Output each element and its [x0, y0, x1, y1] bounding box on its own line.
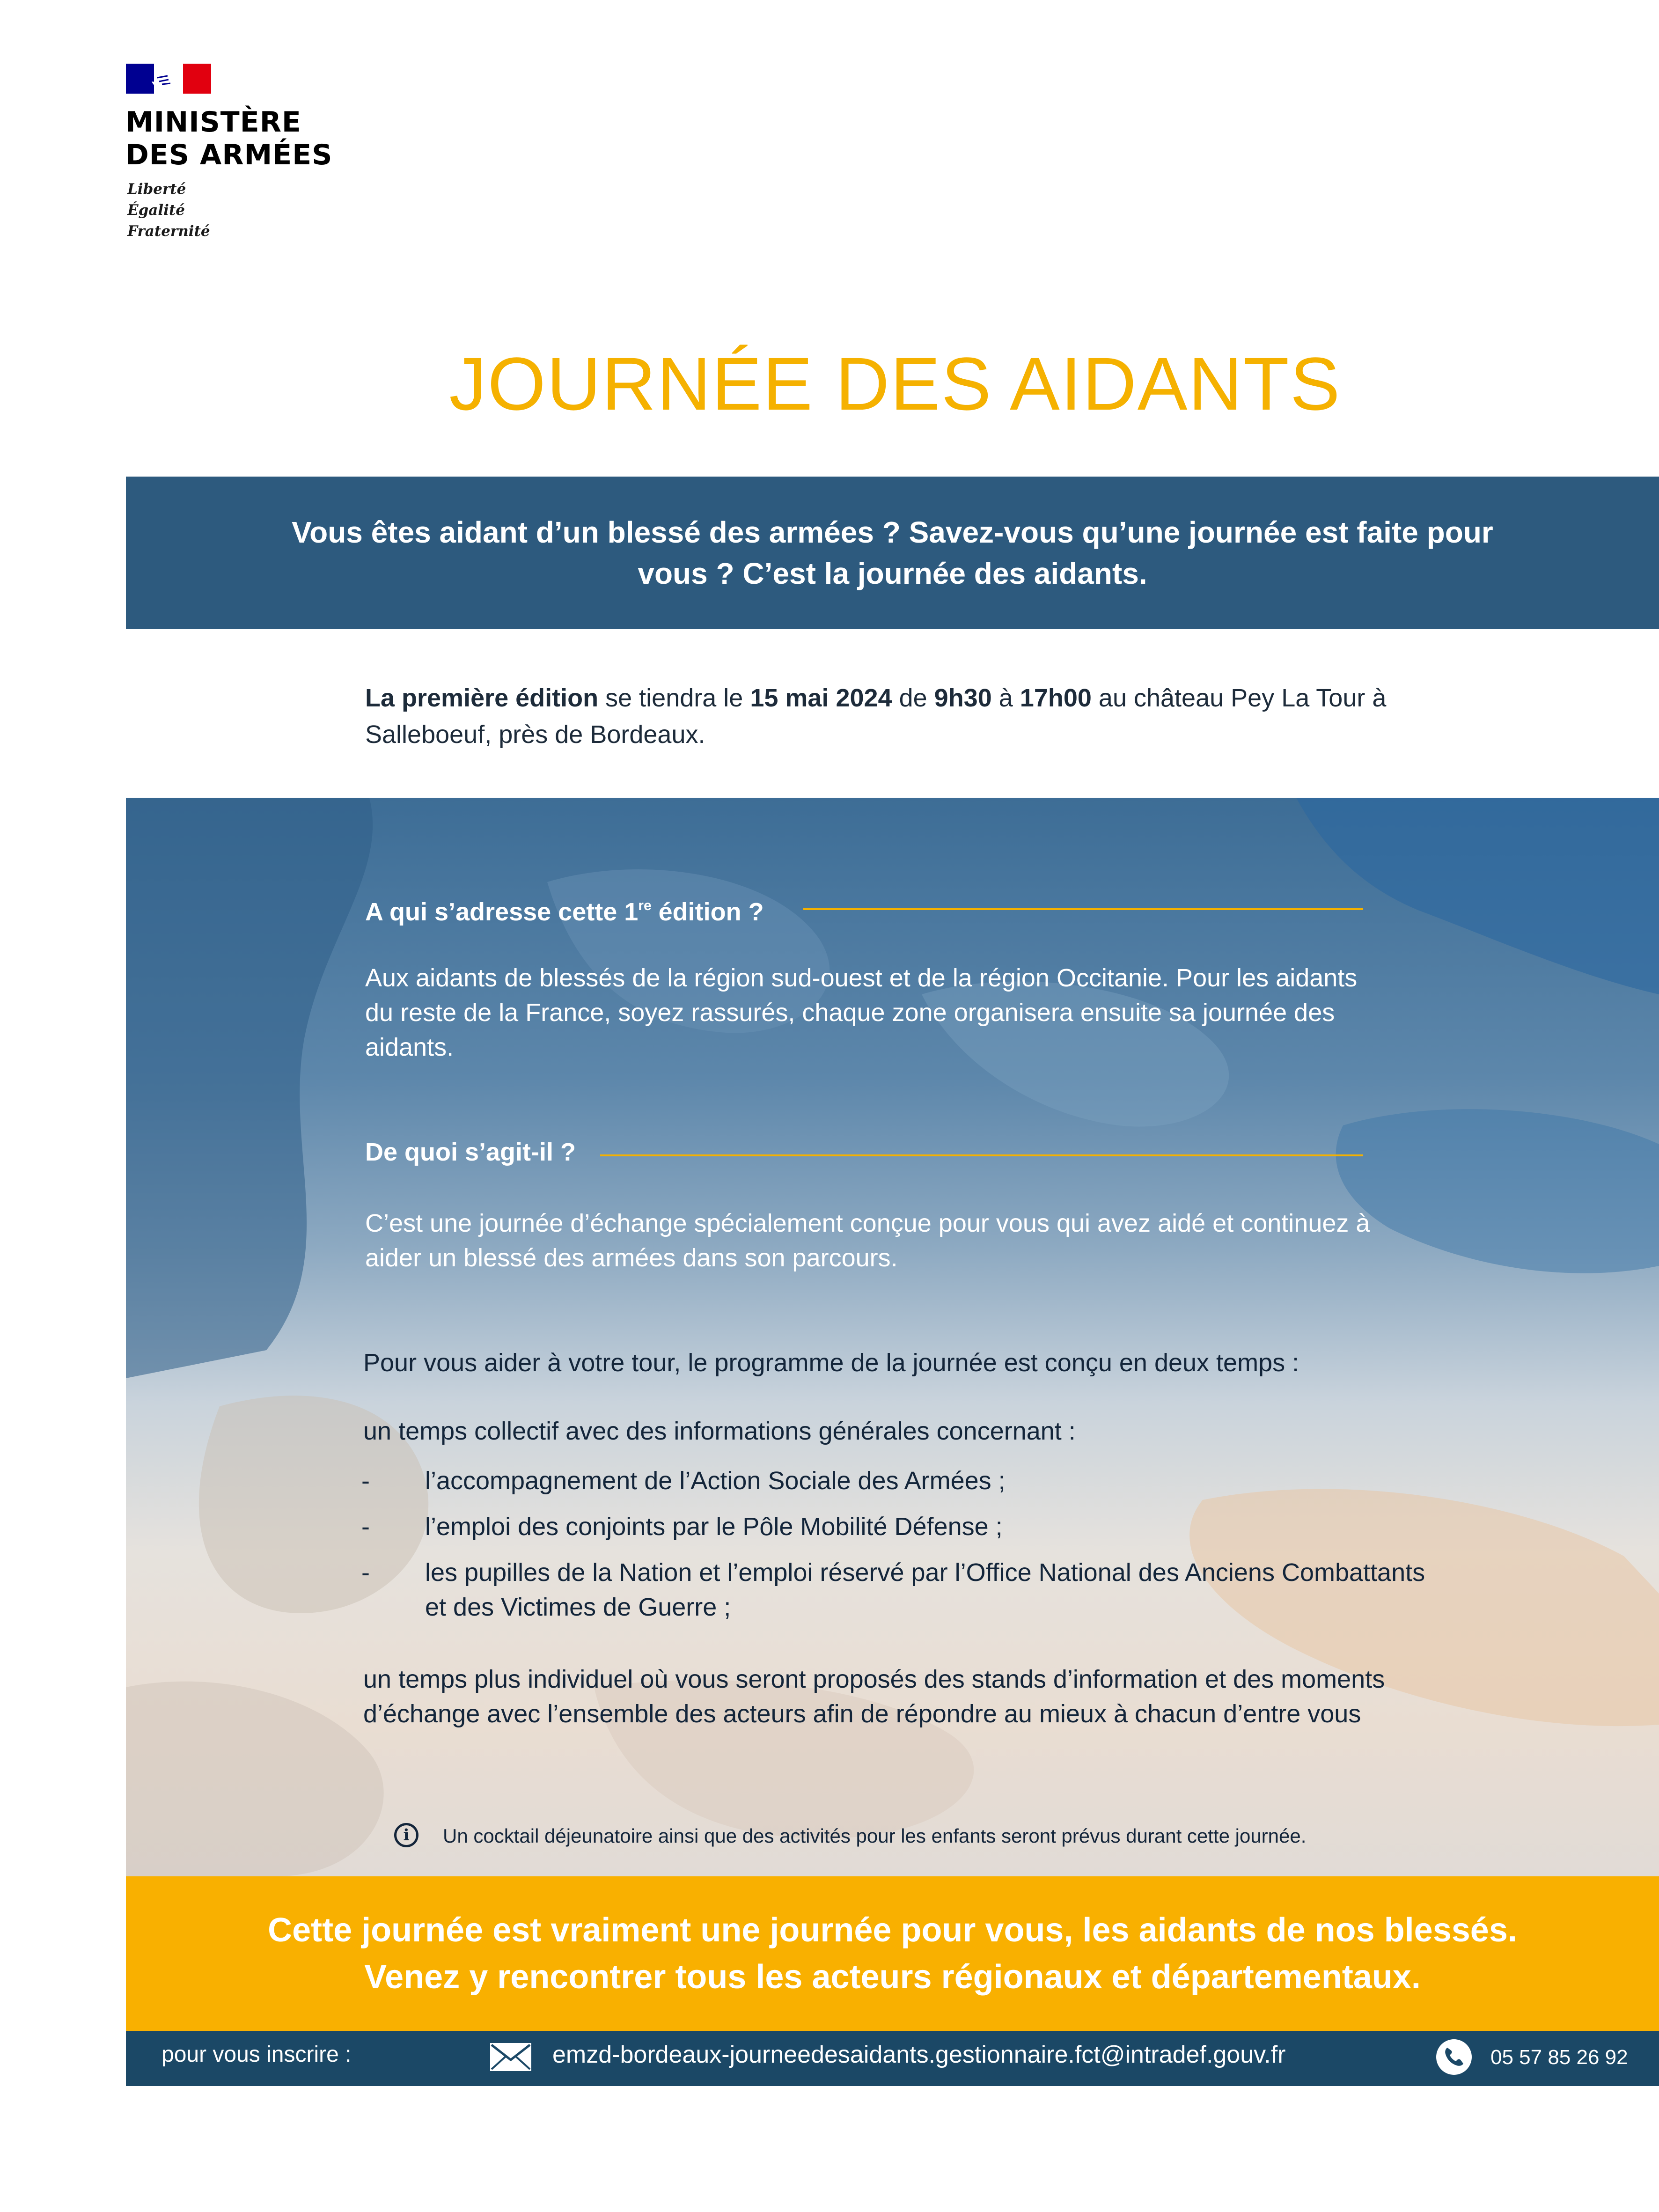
- closing-banner: [126, 1876, 1659, 2031]
- section-target-heading-post: édition ?: [651, 898, 764, 926]
- list-bullet-3: -: [361, 1558, 370, 1587]
- section-target-divider: [803, 908, 1363, 910]
- republic-motto: [127, 179, 210, 242]
- section-target-heading-sup: re: [638, 898, 652, 913]
- edition-info: [365, 680, 1423, 753]
- info-note: Un cocktail déjeunatoire ainsi que des activités pour les enfants seront prévus durant cette journée.: [443, 1825, 1307, 1847]
- edition-date: 15 mai 2024: [750, 684, 892, 712]
- intro-text: Vous êtes aidant d’un blessé des armées ? Savez-vous qu’une journée est faite pour vous ? C’est la journée des aidants.: [292, 515, 1493, 590]
- ministry-name: [125, 106, 369, 171]
- edition-end-time: 17h00: [1020, 684, 1092, 712]
- list-item-2: l’emploi des conjoints par le Pôle Mobilité Défense ;: [425, 1513, 1003, 1541]
- ministry-line-2: DES ARMÉES: [125, 139, 333, 171]
- motto-fraternite: Fraternité: [127, 223, 210, 240]
- edition-lead: La première édition: [365, 684, 599, 712]
- program-collective: un temps collectif avec des informations générales concernant :: [363, 1417, 1076, 1445]
- register-label: pour vous inscrire :: [161, 2042, 352, 2067]
- section-target-heading: [365, 889, 764, 928]
- list-bullet-2: -: [361, 1513, 370, 1541]
- section-about-divider: [600, 1154, 1363, 1156]
- page-title: [0, 337, 1659, 431]
- edition-text-2: de: [892, 684, 934, 712]
- contact-phone[interactable]: 05 57 85 26 92: [1490, 2046, 1628, 2069]
- closing-line-1: Cette journée est vraiment une journée pour vous, les aidants de nos blessés.: [268, 1911, 1517, 1949]
- section-about-heading: De quoi s’agit-il ?: [365, 1138, 576, 1166]
- section-target-heading-pre: A qui s’adresse cette 1: [365, 898, 639, 926]
- phone-icon: [1436, 2039, 1472, 2075]
- edition-text-1: se tiendra le: [598, 684, 750, 712]
- contact-email-link[interactable]: emzd-bordeaux-journeedesaidants.gestionnaire.fct@intradef.gouv.fr: [552, 2041, 1286, 2068]
- ministry-line-1: MINISTÈRE: [125, 106, 301, 139]
- mail-icon: [489, 2042, 532, 2072]
- edition-text-4: au château Pey La Tour à Salleboeuf, près de Bordeaux.: [365, 684, 1387, 749]
- list-item-3: les pupilles de la Nation et l’emploi réservé par l’Office National des Anciens Combattants et des Victimes de Guerre ;: [425, 1558, 1425, 1621]
- marianne-icon: [140, 64, 192, 94]
- section-about-text: C’est une journée d’échange spécialement conçue pour vous qui avez aidé et continuez à aider un blessé des armées dans son parcours.: [365, 1209, 1370, 1272]
- motto-egalite: Égalité: [127, 202, 185, 219]
- info-icon: i: [394, 1823, 418, 1847]
- program-intro: Pour vous aider à votre tour, le programme de la journée est conçu en deux temps :: [363, 1349, 1299, 1377]
- list-bullet-1: -: [361, 1467, 370, 1495]
- intro-banner: [126, 477, 1659, 629]
- edition-text-3: à: [991, 684, 1020, 712]
- closing-line-2: Venez y rencontrer tous les acteurs régionaux et départementaux.: [364, 1958, 1421, 1996]
- program-individual: un temps plus individuel où vous seront proposés des stands d’information et des moments d’échange avec l’ensemble des acteurs afin de répondre au mieux à chacun d’entre vous: [363, 1665, 1385, 1728]
- edition-start-time: 9h30: [934, 684, 992, 712]
- list-item-1: l’accompagnement de l’Action Sociale des Armées ;: [425, 1467, 1006, 1495]
- motto-liberte: Liberté: [127, 181, 186, 198]
- page-title-text: JOURNÉE DES AIDANTS: [449, 342, 1341, 426]
- section-target-text: Aux aidants de blessés de la région sud-ouest et de la région Occitanie. Pour les aidants du reste de la France, soyez rassurés, chaque zone organisera ensuite sa journée des aidants.: [365, 964, 1358, 1061]
